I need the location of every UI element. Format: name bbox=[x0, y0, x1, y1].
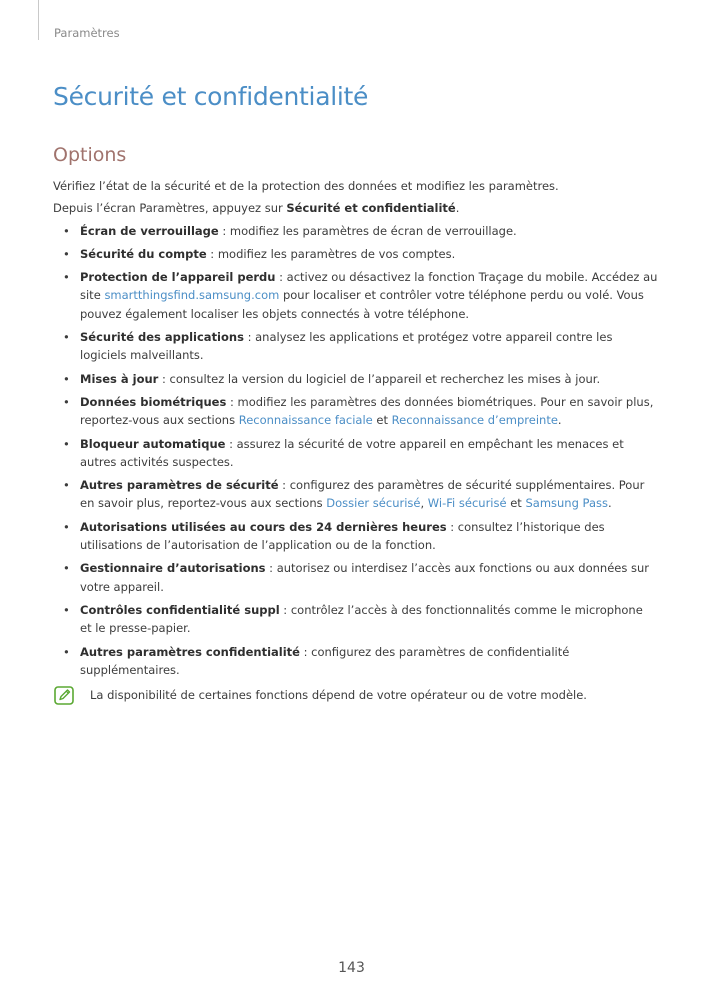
secure-wifi-link[interactable]: Wi-Fi sécurisé bbox=[427, 496, 507, 511]
facial-recognition-link[interactable]: Reconnaissance faciale bbox=[238, 413, 373, 428]
running-header: Paramètres bbox=[54, 26, 120, 40]
section-title: Options bbox=[53, 144, 127, 166]
list-item: • Contrôles confidentialité suppl : contrôlez l’accès à des fonctionnalités comme le microphone et le presse-papier. bbox=[53, 601, 658, 638]
list-item: • Autorisations utilisées au cours des 24 dernières heures : consultez l’historique des utilisations de l’autorisation de l’application ou de la fonction. bbox=[53, 518, 658, 555]
page-edge-line bbox=[38, 0, 39, 40]
item-term: Mises à jour bbox=[80, 371, 159, 386]
item-term: Gestionnaire d’autorisations bbox=[80, 561, 266, 576]
list-item: • Écran de verrouillage : modifiez les paramètres de écran de verrouillage. bbox=[53, 222, 658, 240]
list-item: • Gestionnaire d’autorisations : autorisez ou interdisez l’accès aux fonctions ou aux données sur votre appareil. bbox=[53, 559, 658, 596]
item-term: Contrôles confidentialité suppl bbox=[80, 602, 280, 617]
item-term: Autres paramètres confidentialité bbox=[80, 644, 300, 659]
note-box bbox=[53, 686, 658, 708]
list-item: • Bloqueur automatique : assurez la sécurité de votre appareil en empêchant les menaces et autres activités suspectes. bbox=[53, 435, 658, 472]
secure-folder-link[interactable]: Dossier sécurisé bbox=[326, 496, 421, 511]
page-title: Sécurité et confidentialité bbox=[53, 82, 369, 111]
list-item: • Données biométriques : modifiez les paramètres des données biométriques. Pour en savoir plus, reportez-vous aux sections Reconnaissance faciale et Reconnaissance d’empreinte. bbox=[53, 393, 658, 430]
item-term: Autres paramètres de sécurité bbox=[80, 478, 279, 493]
page-content bbox=[53, 177, 658, 708]
smartthings-link[interactable]: smartthingsfind.samsung.com bbox=[104, 288, 280, 303]
instruction-bold: Sécurité et confidentialité bbox=[286, 201, 456, 216]
item-term: Sécurité du compte bbox=[80, 246, 207, 261]
item-term: Autorisations utilisées au cours des 24 dernières heures bbox=[80, 519, 447, 534]
list-item: • Autres paramètres de sécurité : configurez des paramètres de sécurité supplémentaires. Pour en savoir plus, reportez-vous aux sections Dossier sécurisé, Wi-Fi sécurisé et Samsung Pass. bbox=[53, 476, 658, 513]
list-item: • Mises à jour : consultez la version du logiciel de l’appareil et recherchez les mises à jour. bbox=[53, 370, 658, 388]
item-term: Données biométriques bbox=[80, 394, 227, 409]
item-term: Sécurité des applications bbox=[80, 330, 244, 345]
samsung-pass-link[interactable]: Samsung Pass bbox=[525, 496, 608, 511]
list-item: • Protection de l’appareil perdu : activez ou désactivez la fonction Traçage du mobile. Accédez au site smartthingsfind.samsung.com pour localiser et contrôler votre téléphone perdu ou volé. Vous pouvez également localiser les objets connectés à votre téléphone. bbox=[53, 268, 658, 323]
item-term: Écran de verrouillage bbox=[80, 223, 219, 238]
list-item: • Sécurité du compte : modifiez les paramètres de vos comptes. bbox=[53, 245, 658, 263]
instruction-text: Depuis l’écran Paramètres, appuyez sur Sécurité et confidentialité. bbox=[53, 201, 460, 216]
list-item: • Autres paramètres confidentialité : configurez des paramètres de confidentialité supplémentaires. bbox=[53, 643, 658, 680]
intro-text: Vérifiez l’état de la sécurité et de la protection des données et modifiez les paramètres. bbox=[53, 179, 559, 193]
fingerprint-recognition-link[interactable]: Reconnaissance d’empreinte bbox=[391, 413, 558, 428]
note-text: La disponibilité de certaines fonctions dépend de votre opérateur ou de votre modèle. bbox=[90, 688, 587, 703]
note-pencil-icon bbox=[54, 686, 74, 705]
list-item: • Sécurité des applications : analysez les applications et protégez votre appareil contre les logiciels malveillants. bbox=[53, 328, 658, 365]
item-term: Protection de l’appareil perdu bbox=[80, 270, 276, 285]
options-list bbox=[53, 222, 658, 680]
item-term: Bloqueur automatique bbox=[80, 436, 226, 451]
page-number: 143 bbox=[338, 960, 365, 976]
